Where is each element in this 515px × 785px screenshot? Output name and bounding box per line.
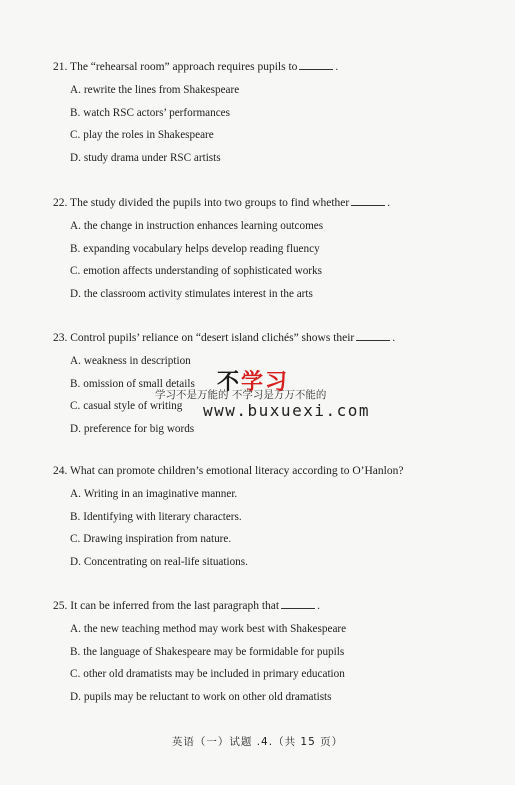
question-24 <box>53 464 493 569</box>
option-b <box>70 377 493 391</box>
watermark-slogan: 学习不是万能的 不学习是万万不能的 <box>155 389 327 401</box>
stem-text: It can be inferred from the last paragraph that <box>70 600 280 612</box>
option-b <box>70 645 493 659</box>
option-text: emotion affects understanding of sophisticated works <box>83 265 322 277</box>
option-letter: A. <box>70 488 81 500</box>
question-stem <box>53 464 493 478</box>
option-text: rewrite the lines from Shakespeare <box>83 84 240 96</box>
option-letter: B. <box>70 510 81 523</box>
stem-end: . <box>387 197 391 209</box>
option-text: the language of Shakespeare may be formidable for pupils <box>83 645 345 658</box>
option-c <box>70 264 493 278</box>
option-letter: C. <box>70 129 81 141</box>
stem-end: . <box>392 332 396 344</box>
stem-text: What can promote children’s emotional literacy according to O’Hanlon? <box>70 465 404 477</box>
option-text: Concentrating on real-life situations. <box>83 555 248 568</box>
question-stem <box>53 195 493 210</box>
option-letter: A. <box>70 220 81 232</box>
option-text: Identifying with literary characters. <box>83 510 242 523</box>
question-21 <box>53 59 493 165</box>
option-text: the change in instruction enhances learning outcomes <box>83 220 324 232</box>
option-d <box>70 555 493 569</box>
option-letter: C. <box>70 668 81 680</box>
option-letter: D. <box>70 555 81 568</box>
option-c <box>70 128 493 142</box>
question-number: 24. <box>53 465 68 477</box>
option-c <box>70 532 493 546</box>
answer-blank <box>356 330 390 341</box>
option-letter: B. <box>70 645 81 658</box>
stem-text: The study divided the pupils into two groups to find whether <box>70 197 350 209</box>
option-text: preference for big words <box>83 422 195 435</box>
option-letter: D. <box>70 690 81 703</box>
option-letter: B. <box>70 377 81 390</box>
option-c <box>70 399 493 413</box>
option-c <box>70 667 493 681</box>
option-letter: A. <box>70 355 81 367</box>
option-b <box>70 106 493 120</box>
option-text: the classroom activity stimulates interest in the arts <box>83 287 313 300</box>
option-letter: A. <box>70 84 81 96</box>
option-b <box>70 242 493 256</box>
question-stem <box>53 598 493 613</box>
option-d <box>70 287 493 301</box>
option-letter: B. <box>70 106 81 119</box>
option-text: weakness in description <box>83 355 191 367</box>
option-text: Drawing inspiration from nature. <box>83 533 232 545</box>
option-text: pupils may be reluctant to work on other old dramatists <box>83 690 332 703</box>
watermark-url: www.buxuexi.com <box>203 401 370 420</box>
option-text: omission of small details <box>83 377 195 390</box>
option-letter: D. <box>70 151 81 164</box>
watermark-logo-char: 不 <box>217 370 242 395</box>
option-text: other old dramatists may be included in primary education <box>83 668 345 680</box>
answer-blank <box>299 59 333 70</box>
question-stem <box>53 330 493 345</box>
option-a <box>70 622 493 636</box>
stem-text: Control pupils’ reliance on “desert island clichés” shows their <box>70 332 355 344</box>
option-text: watch RSC actors’ performances <box>83 106 230 119</box>
option-a <box>70 354 493 368</box>
question-stem <box>53 59 493 74</box>
option-letter: B. <box>70 242 81 255</box>
option-d <box>70 690 493 704</box>
watermark-logo-red: 学习 <box>241 370 290 395</box>
option-text: expanding vocabulary helps develop reading fluency <box>83 242 320 255</box>
question-25 <box>53 598 493 704</box>
stem-end: . <box>335 61 339 73</box>
option-b <box>70 510 493 524</box>
option-a <box>70 219 493 233</box>
option-letter: D. <box>70 287 81 300</box>
option-text: casual style of writing <box>83 400 183 412</box>
option-text: Writing in an imaginative manner. <box>83 488 238 500</box>
option-text: study drama under RSC artists <box>83 151 221 164</box>
option-d <box>70 151 493 165</box>
option-text: play the roles in Shakespeare <box>83 129 214 141</box>
stem-end: . <box>317 600 320 612</box>
question-number: 21. <box>53 61 68 73</box>
answer-blank <box>351 195 385 206</box>
option-d <box>70 422 493 436</box>
option-letter: D. <box>70 422 81 435</box>
question-22 <box>53 195 493 301</box>
question-23 <box>53 330 493 436</box>
option-letter: C. <box>70 533 81 545</box>
option-letter: C. <box>70 400 81 412</box>
question-number: 22. <box>53 197 68 209</box>
option-letter: A. <box>70 623 81 635</box>
answer-blank <box>281 598 315 609</box>
option-text: the new teaching method may work best with Shakespeare <box>83 623 347 635</box>
option-a <box>70 487 493 501</box>
page-footer: 英语（一）试题 .4.（共 15 页） <box>171 736 344 748</box>
question-number: 23. <box>53 332 68 344</box>
option-a <box>70 83 493 97</box>
stem-text: The “rehearsal room” approach requires pupils to <box>70 61 298 73</box>
option-letter: C. <box>70 265 81 277</box>
question-number: 25. <box>53 600 68 612</box>
